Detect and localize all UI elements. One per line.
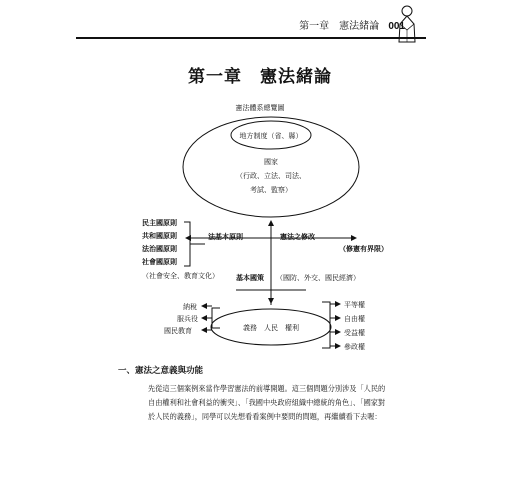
state-label: 國家 (264, 158, 278, 166)
state-powers-line2: 考試、監察） (250, 186, 292, 194)
principles-bracket (184, 222, 190, 266)
principle-democracy: 民主國原則 (142, 219, 177, 227)
page-number: 001 (388, 21, 405, 32)
diagram-caption: 憲法體系總覽圖 (235, 104, 285, 112)
principle-republic: 共和國原則 (142, 232, 177, 240)
social-state-note: （社會安全、教育文化） (142, 272, 219, 280)
local-system-label: 地方制度（省、縣） (239, 132, 303, 140)
principle-rule-of-law: 法治國原則 (142, 245, 177, 253)
basic-national-policy-label: 基本國策 (236, 274, 264, 282)
page-title: 第一章 憲法緒論 (188, 67, 332, 87)
right-freedom: 自由權 (344, 315, 365, 323)
paragraph-line: 先從這三個案例來當作學習憲法的前導開題。這三個問題分別涉及「人民的 (148, 384, 386, 393)
right-benefit: 受益權 (344, 329, 365, 337)
duty-military-service: 服兵役 (177, 315, 198, 323)
right-equality: 平等權 (344, 301, 365, 309)
basic-law-principle-label: 法基本原則 (208, 233, 243, 241)
state-powers-line1: （行政、立法、司法、 (236, 172, 306, 180)
amendment-limits-label: （修憲有界限） (339, 245, 388, 253)
rights-bracket (322, 302, 330, 348)
paragraph-line: 於人民的義務」，同學可以先想看看案例中要問的問題，再繼續看下去喔： (148, 412, 382, 421)
constitution-amendment-label: 憲法之修改 (280, 233, 315, 241)
people-label: 義務 人民 權利 (243, 324, 299, 332)
duty-tax: 納稅 (183, 303, 197, 311)
policy-areas-label: （國防、外交、國民經濟） (276, 274, 360, 282)
paragraph-line: 自由權利和社會利益的衝突」、「我國中央政府組織中總統的角色」、「國家對 (148, 398, 386, 407)
section-paragraph (148, 382, 418, 424)
section-heading: 一、憲法之意義與功能 (118, 366, 204, 376)
principle-social-state: 社會國原則 (142, 258, 177, 266)
right-political: 參政權 (344, 343, 365, 351)
duty-education: 國民教育 (164, 327, 192, 335)
header-chapter: 第一章 憲法緒論 (299, 21, 380, 32)
